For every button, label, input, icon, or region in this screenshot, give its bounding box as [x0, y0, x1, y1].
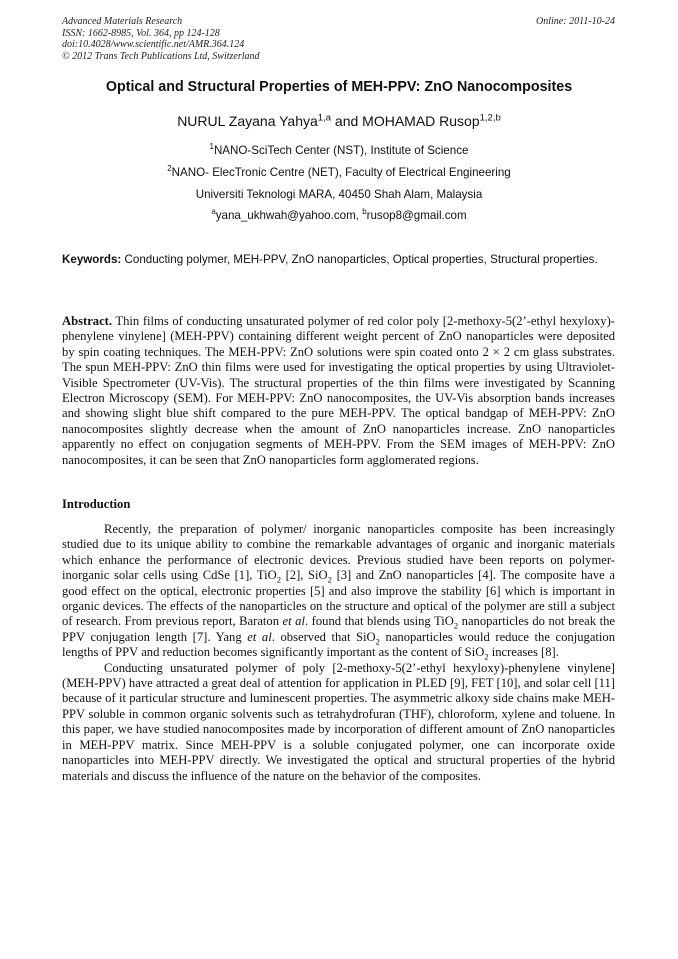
- author-2: MOHAMAD Rusop: [362, 113, 480, 129]
- author-2-affil: 1,2,b: [479, 112, 501, 124]
- abstract: [62, 314, 615, 468]
- online-date: Online: 2011-10-24: [536, 16, 615, 27]
- affiliation-1-mark: 1: [209, 142, 214, 152]
- affiliation-2-text: NANO- ElecTronic Centre (NET), Faculty of Electrical Engineering: [171, 166, 511, 179]
- text-run: nanoparticles would reduce the conjugation lengths of PPV and reduction becomes significantly important as the content of SiO: [62, 629, 615, 660]
- author-conjunction: and: [331, 113, 363, 129]
- keywords: [62, 252, 615, 267]
- affiliation-2-mark: 2: [167, 164, 172, 174]
- subscript: 2: [484, 651, 489, 662]
- subscript: 2: [327, 574, 332, 585]
- text-run: . found that blends using TiO: [304, 614, 454, 629]
- keywords-label: Keywords:: [62, 253, 122, 266]
- text-run: [3] and ZnO nanoparticles [4]. The composite have a good effect on the optical, electronic properties [5] and also improve the stability [6] which is important in organic devices. The effects of the nanoparticles on the structure and optical of the polymer are still a subject of research. From previous report, Baraton: [62, 568, 615, 629]
- keywords-text: Conducting polymer, MEH-PPV, ZnO nanoparticles, Optical properties, Structural properties.: [121, 253, 598, 266]
- email-b: rusop8@gmail.com: [366, 209, 467, 222]
- abstract-label: Abstract.: [62, 314, 113, 328]
- paper-title: Optical and Structural Properties of MEH-PPV: ZnO Nanocomposites: [105, 79, 573, 95]
- section-heading-introduction: Introduction: [62, 497, 131, 511]
- text-run: [2], SiO: [280, 568, 328, 583]
- text-run: increases [8].: [488, 645, 559, 660]
- et-al: et al: [247, 629, 272, 644]
- journal-issn: ISSN: 1662-8985, Vol. 364, pp 124-128: [62, 27, 220, 39]
- intro-paragraph-1: [62, 522, 615, 661]
- journal-doi: doi:10.4028/www.scientific.net/AMR.364.124: [62, 39, 245, 50]
- author-line: [0, 113, 678, 129]
- email-line: [0, 209, 678, 222]
- text-run: Recently, the preparation of polymer/ inorganic nanoparticles composite has been increasingly studied due to its unique ability to combine the remarkable advantages of organic and inorganic materials which enhance the performance of electronic devices. Previous studied have been reports on polymer-inorganic solar cells using CdSe [1], TiO: [62, 522, 615, 583]
- introduction-body: [62, 522, 615, 784]
- intro-paragraph-2: Conducting unsaturated polymer of poly [2-methoxy-5(2’-ethyl hexyloxy)-phenylene vinylene] (MEH-PPV) have attracted a great deal of attention for application in PLED [9], FET [10], and solar cell [11] because of it particular structure and luminescent properties. The asymmetric alkoxy side chains make MEH-PPV soluble in common organic solvents such as tetrahydrofuran (THF), chloroform, xylene and toluene. In this paper, we have studied nanocomposites made by incorporation of different amount of ZnO nanoparticles in MEH-PPV matrix. Since MEH-PPV is a soluble conjugated polymer, one can incorporate oxide nanoparticles into MEH-PPV directly. We investigated the optical and structural properties of the hybrid materials and discuss the influence of the nature on the behavior of the composites.: [62, 660, 615, 783]
- author-1: NURUL Zayana Yahya: [177, 113, 318, 129]
- affiliation-1-text: NANO-SciTech Center (NST), Institute of Science: [213, 144, 469, 157]
- affiliation-3: Universiti Teknologi MARA, 40450 Shah Alam, Malaysia: [195, 188, 483, 201]
- text-run: nanoparticles do not break the PPV conjugation length [7]. Yang: [62, 614, 615, 644]
- email-b-mark: b: [362, 207, 367, 217]
- journal-header: [62, 16, 615, 62]
- subscript: 2: [453, 620, 459, 631]
- journal-copyright: © 2012 Trans Tech Publications Ltd, Switzerland: [62, 50, 260, 62]
- subscript: 2: [276, 574, 281, 585]
- email-a-mark: a: [211, 207, 216, 217]
- abstract-text: Thin films of conducting unsaturated polymer of red color poly [2-methoxy-5(2’-ethyl hexyloxy)-phenylene vinylene] (MEH-PPV) containing different weight percent of ZnO nanoparticles were deposited by spin coating techniques. The MEH-PPV: ZnO solutions were spin coated onto 2 × 2 cm glass substrates. The spun MEH-PPV: ZnO thin films were used for investigating the optical properties by using Ultraviolet-Visible Spectrometer (UV-Vis). The structural properties of the thin films were investigated by Scanning Electron Microscopy (SEM). For MEH-PPV: ZnO nanocomposites, the UV-Vis absorption bands increases and showing slight blue shift compared to the pure MEH-PPV. The optical bandgap of MEH-PPV: ZnO nanocomposites slightly decrease when the amount of ZnO nanoparticles increase. ZnO nanoparticles apparently no effect on conjugation segments of MEH-PPV. From the SEM images of MEH-PPV: ZnO nanocomposites, it can be seen that ZnO nanoparticles form agglomerated regions.: [62, 314, 615, 467]
- email-a: yana_ukhwah@yahoo.com,: [215, 209, 363, 222]
- affiliation-1: [0, 144, 678, 157]
- affiliation-2: [0, 166, 678, 179]
- text-run: . observed that SiO: [271, 629, 376, 644]
- subscript: 2: [375, 636, 380, 647]
- et-al: et al: [282, 614, 305, 629]
- author-1-affil: 1,a: [317, 112, 332, 124]
- journal-name: Advanced Materials Research: [62, 16, 183, 27]
